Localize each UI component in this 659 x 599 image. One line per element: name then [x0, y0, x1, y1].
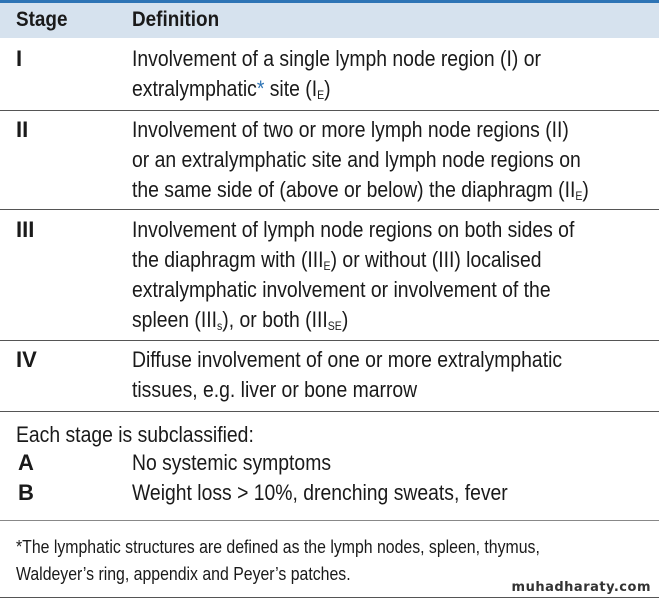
- stage-label: I: [16, 46, 23, 71]
- stage-label: IV: [16, 347, 37, 372]
- subclass-text-b: Weight loss > 10%, drenching sweats, fever: [132, 480, 508, 505]
- header-definition: Definition: [132, 8, 220, 31]
- watermark: muhadharaty.com: [511, 580, 651, 595]
- stage-label: III: [16, 217, 35, 242]
- subclass-text-a: No systemic symptoms: [132, 450, 332, 475]
- footnote-line: Waldeyer’s ring, appendix and Peyer’s patches.: [16, 564, 351, 584]
- header-stage: Stage: [16, 8, 68, 31]
- row-divider: [0, 209, 659, 210]
- subclass-key-b: B: [18, 480, 34, 505]
- row-divider: [0, 110, 659, 111]
- table-header: [0, 0, 659, 38]
- footnote-line: *The lymphatic structures are defined as the lymph nodes, spleen, thymus,: [16, 537, 540, 557]
- stage-definition: Involvement of lymph node regions on both sides of the diaphragm with $(III_E)$ or without (III) localised extralymphatic involvement or involvement of the spleen $(III_s)$, or both $(III_{SE})$: [132, 217, 575, 333]
- subclass-key-a: A: [18, 450, 34, 475]
- row-divider: [0, 411, 659, 412]
- row-divider: [0, 340, 659, 341]
- stage-definition: Involvement of two or more lymph node regions (II) or an extralymphatic site and lymph node regions on the same side of (above or below) the diaphragm $(II_E)$: [132, 117, 589, 203]
- bottom-border: [0, 597, 659, 598]
- stage-definition: Diffuse involvement of one or more extralymphatic tissues, e.g. liver or bone marrow: [132, 347, 563, 402]
- footnote-divider: [0, 520, 659, 521]
- subclass-title: Each stage is subclassified:: [16, 422, 254, 447]
- stage-label: II: [16, 117, 29, 142]
- stage-definition: Involvement of a single lymph node region (I) or extralymphatic* site $(I_E)$: [132, 46, 541, 102]
